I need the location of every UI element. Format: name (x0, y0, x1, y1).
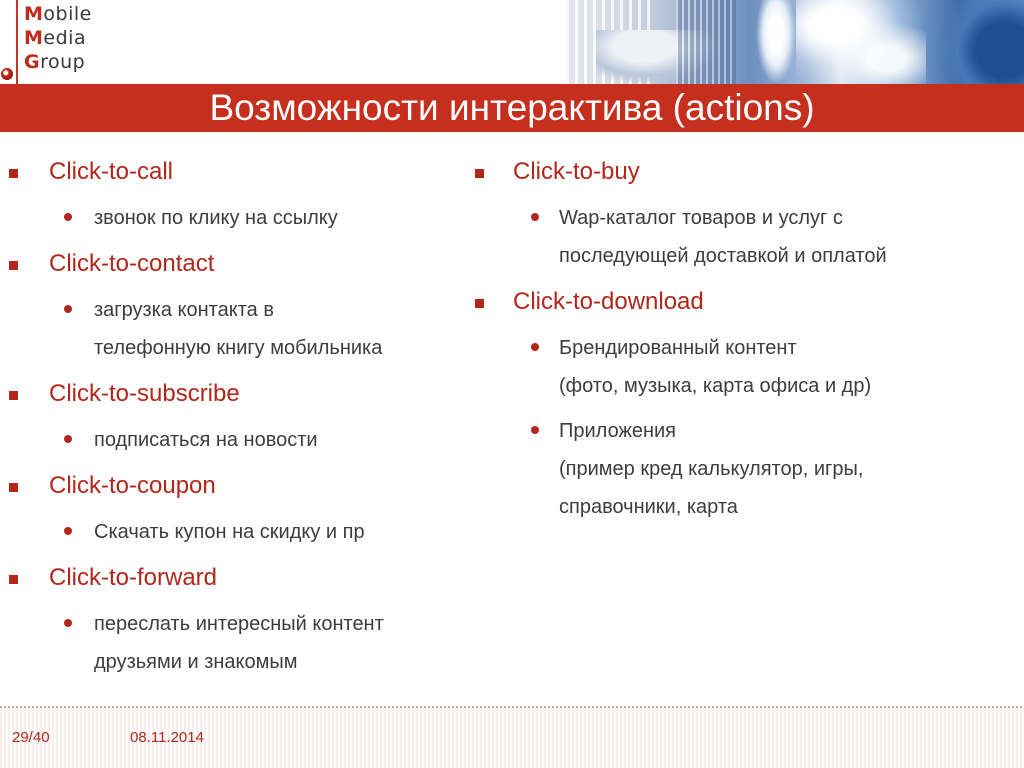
sub-bullet (466, 199, 1006, 275)
bullet-heading-label: Click-to-forward (49, 564, 218, 591)
bullet-heading-label: Click-to-buy (513, 158, 640, 185)
slide-title: Возможности интерактива (actions) (209, 87, 815, 128)
sub-bullet-text: (пример кред калькулятор, игры, (559, 458, 864, 480)
logo-text: Mobile Media Group (24, 3, 92, 73)
round-bullet-icon (64, 527, 72, 535)
round-bullet-icon (64, 305, 72, 313)
square-bullet-icon (475, 169, 484, 178)
right-column (466, 152, 1006, 533)
collage-figure-image (756, 0, 796, 84)
bullet-heading-label: Click-to-coupon (49, 472, 216, 499)
bullet-item (0, 244, 470, 374)
sub-bullet (0, 513, 470, 551)
round-bullet-icon (531, 343, 539, 351)
square-bullet-icon (9, 261, 18, 270)
sub-bullet-text: Брендированный контент (559, 337, 797, 359)
sub-bullet-text: переслать интересный контент (94, 613, 384, 635)
bullet-heading (0, 244, 470, 284)
square-bullet-icon (9, 391, 18, 400)
title-bar (0, 84, 1024, 132)
sub-bullet-text: друзьями и знакомым (94, 651, 298, 673)
sub-bullet-text: загрузка контакта в (94, 299, 274, 321)
sub-bullet-text: (фото, музыка, карта офиса и др) (559, 375, 872, 397)
sub-bullet (0, 605, 470, 681)
sub-bullet-text: последующей доставкой и оплатой (559, 245, 887, 267)
sub-bullet-text: Скачать купон на скидку и пр (94, 521, 365, 543)
bullet-heading-label: Click-to-contact (49, 250, 215, 277)
sub-bullet-text: Wap-каталог товаров и услуг с (559, 207, 843, 229)
bullet-heading (466, 282, 1006, 322)
square-bullet-icon (475, 299, 484, 308)
bullet-heading (0, 466, 470, 506)
bullet-heading-label: Click-to-call (49, 158, 174, 185)
bullet-item (0, 152, 470, 244)
collage-clouds-image (796, 0, 926, 84)
header-photo-collage (566, 0, 1024, 84)
collage-strip (676, 0, 736, 84)
sub-bullet-text: подписаться на новости (94, 429, 318, 451)
sub-bullet (0, 291, 470, 367)
sub-bullet-text: звонок по клику на ссылку (94, 207, 338, 229)
bullet-heading-label: Click-to-download (513, 288, 704, 315)
page-number: 29/40 (12, 729, 50, 746)
logo-divider (16, 0, 18, 84)
bullet-item (466, 282, 1006, 533)
bullet-item (0, 374, 470, 466)
round-bullet-icon (64, 213, 72, 221)
company-logo (0, 0, 110, 84)
bullet-item (466, 152, 1006, 282)
round-bullet-icon (64, 435, 72, 443)
square-bullet-icon (9, 575, 18, 584)
bullet-heading-label: Click-to-subscribe (49, 380, 240, 407)
slide-date: 08.11.2014 (130, 729, 204, 746)
left-column (0, 152, 470, 688)
sub-bullet (0, 421, 470, 459)
bullet-heading (0, 152, 470, 192)
logo-dot-icon (1, 68, 13, 80)
sub-bullet (0, 199, 470, 237)
sub-bullet-text: справочники, карта (559, 496, 738, 518)
collage-globe-image (926, 0, 1024, 84)
square-bullet-icon (9, 483, 18, 492)
square-bullet-icon (9, 169, 18, 178)
sub-bullet (466, 412, 1006, 526)
bullet-item (0, 558, 470, 688)
round-bullet-icon (531, 426, 539, 434)
round-bullet-icon (531, 213, 539, 221)
sub-bullet-text: Приложения (559, 420, 677, 442)
bullet-item (0, 466, 470, 558)
bullet-heading (466, 152, 1006, 192)
bullet-heading (0, 374, 470, 414)
bullet-heading (0, 558, 470, 598)
sub-bullet-text: телефонную книгу мобильника (94, 337, 383, 359)
sub-bullet (466, 329, 1006, 405)
round-bullet-icon (64, 619, 72, 627)
